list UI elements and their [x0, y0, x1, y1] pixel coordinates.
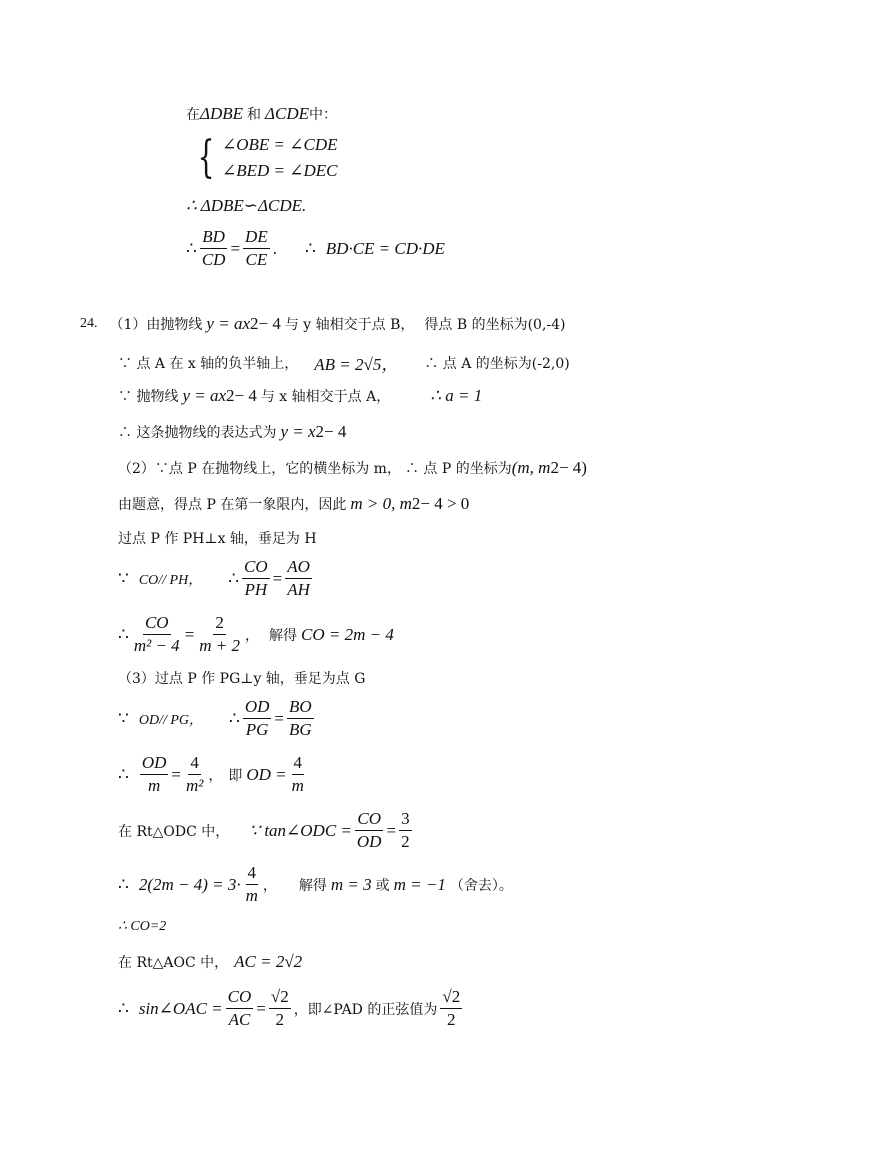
math: − 4 [234, 386, 257, 405]
period: . [272, 238, 277, 258]
denominator: AC [228, 1010, 251, 1029]
numerator: 4 [246, 862, 259, 885]
fraction [184, 752, 205, 797]
fraction [226, 986, 254, 1031]
numerator: √2 [269, 986, 291, 1009]
text: 过点 P 作 PH⊥x 轴，垂足为 H [118, 531, 317, 547]
quadrant-line [118, 494, 469, 514]
parallel-od-pg-line [118, 696, 317, 741]
fraction [242, 556, 270, 601]
solve-co-line [118, 612, 394, 657]
q24-part3-line [118, 668, 365, 688]
text: 得点 B 的坐标为(0,-4) [424, 317, 566, 333]
math: BD·CE = CD·DE [325, 238, 445, 258]
text: 在 [186, 107, 200, 123]
math: m > 0, m [350, 494, 412, 513]
exponent: 2 [226, 386, 235, 405]
fraction [197, 612, 242, 657]
comma: ， [208, 767, 223, 784]
fraction [399, 808, 412, 853]
text: ∴ 这条抛物线的表达式为 [118, 425, 277, 441]
math: ΔDBE [200, 104, 244, 123]
denominator: m [245, 886, 258, 905]
math: m = 3 [330, 874, 372, 894]
equals: = [272, 568, 283, 588]
text: 与 x 轴相交于点 A， [260, 389, 391, 405]
equals: = [274, 708, 284, 728]
text: 即∠PAD 的正弦值为 [307, 1001, 438, 1018]
equals: = [184, 624, 195, 644]
fraction [132, 612, 182, 657]
math: AC = 2√2 [234, 952, 303, 971]
math: m = −1 [393, 874, 446, 894]
numerator: AO [285, 556, 312, 579]
triangle-intro-line [186, 104, 337, 124]
fraction [243, 696, 272, 741]
therefore: ∴ [186, 238, 197, 258]
math: y = ax [182, 386, 227, 405]
math: − 4 > 0 [420, 494, 470, 513]
math: ∴ ΔDBE∽ΔCDE. [186, 196, 307, 215]
numerator: DE [243, 226, 270, 249]
fraction [287, 696, 314, 741]
math: OD = [246, 764, 287, 784]
equals: = [171, 764, 181, 784]
text: （3）过点 P 作 PG⊥y 轴，垂足为点 G [118, 671, 366, 687]
text: 由题意，得点 P 在第一象限内，因此 [118, 497, 347, 513]
equals: = [386, 820, 397, 840]
text: 或 [375, 877, 390, 894]
math: − 4) [558, 458, 587, 477]
q24-part2-line [118, 458, 587, 478]
ratio-line [186, 226, 445, 271]
numerator: CO [355, 808, 383, 831]
therefore: ∴ [118, 624, 129, 644]
math: y = ax [206, 314, 250, 333]
fraction [440, 986, 462, 1031]
numerator: √2 [440, 986, 462, 1009]
math: ∴ a = 1 [430, 386, 483, 405]
co-result-line [118, 918, 166, 935]
math: y = x [280, 422, 316, 441]
perpendicular-ph-line [118, 528, 317, 548]
numerator: CO [242, 556, 270, 579]
ac-value-line [118, 952, 302, 972]
math: ∵ tan∠ODC = [249, 820, 352, 840]
text: （1）由抛物线 [109, 317, 203, 333]
numerator: CO [143, 612, 171, 635]
exponent: 2 [249, 314, 259, 333]
text: OD// PG， [138, 712, 203, 728]
math: sin∠OAC = [138, 998, 223, 1018]
therefore: ∴ [118, 764, 129, 784]
denominator: OD [356, 832, 382, 851]
therefore: ∴ [304, 238, 316, 258]
therefore: ∴ [229, 708, 240, 728]
denominator: PH [244, 580, 268, 599]
denominator: CD [201, 250, 226, 269]
q24-part1-line [80, 314, 566, 334]
fraction [200, 226, 228, 271]
text: 解得 [269, 627, 298, 644]
exponent: 2 [411, 494, 421, 513]
math: ∠BED = ∠DEC [222, 161, 338, 180]
parabola-expression-line [118, 422, 346, 442]
text: 在 Rt△ODC 中， [118, 823, 230, 840]
denominator: PG [245, 720, 269, 739]
numerator: 4 [188, 752, 201, 775]
numerator: CO [226, 986, 254, 1009]
text: 中： [309, 107, 338, 123]
fraction [269, 986, 291, 1031]
exponent: 2 [315, 422, 325, 441]
denominator: AH [287, 580, 310, 599]
denominator: m² − 4 [133, 636, 180, 655]
math: ∠OBE = ∠CDE [222, 135, 338, 154]
text: ∴ CO=2 [118, 919, 167, 934]
similarity-line [186, 196, 306, 216]
text: 与 y 轴相交于点 B， [284, 317, 415, 333]
numerator: BO [287, 696, 314, 719]
math: 2(2m − 4) = 3· [138, 874, 241, 894]
math: CO = 2m − 4 [301, 624, 394, 644]
equals: = [256, 998, 266, 1018]
fraction [140, 752, 169, 797]
text: 和 [247, 107, 262, 123]
od-value-line [118, 752, 309, 797]
numerator: 4 [292, 752, 305, 775]
because: ∵ [118, 568, 129, 588]
denominator: m [291, 776, 304, 795]
denominator: 2 [447, 1010, 456, 1029]
denominator: m + 2 [199, 636, 241, 655]
numerator: 2 [213, 612, 226, 635]
denominator: CE [245, 250, 268, 269]
comma: ， [245, 627, 260, 644]
numerator: OD [243, 696, 272, 719]
therefore: ∴ [228, 568, 240, 588]
tan-line [118, 808, 415, 853]
equals: = [230, 238, 241, 258]
denominator: m² [185, 776, 204, 795]
parabola-a-line [118, 386, 482, 406]
solve-m-line [118, 862, 513, 907]
therefore: ∴ [118, 998, 129, 1018]
math: AB = 2√5， [314, 355, 399, 374]
text: （2）∵点 P 在抛物线上，它的横坐标为 m， [118, 461, 401, 477]
math: ΔCDE [265, 104, 310, 123]
text: （舍去）。 [449, 877, 513, 894]
exponent: 2 [550, 458, 559, 477]
denominator: BG [288, 720, 312, 739]
text: 解得 [298, 877, 327, 894]
numerator: OD [140, 752, 169, 775]
sine-line [118, 986, 465, 1031]
text: CO// PH， [138, 572, 203, 588]
because: ∵ [118, 708, 129, 728]
parallel-co-ph-line [118, 556, 315, 601]
numerator: 3 [399, 808, 412, 831]
numerator: BD [200, 226, 227, 249]
fraction [244, 862, 260, 907]
angle-equality-system [192, 132, 338, 184]
denominator: 2 [275, 1010, 285, 1029]
text: 即 [228, 767, 243, 784]
comma: ， [293, 1001, 308, 1018]
comma: ， [262, 877, 277, 894]
fraction [243, 226, 270, 271]
text: ∴ 点 P 的坐标为 [404, 461, 512, 477]
point-a-line [118, 350, 570, 375]
denominator: m [147, 776, 161, 795]
fraction [355, 808, 384, 853]
text: ∵ 抛物线 [118, 389, 179, 405]
math: − 4 [258, 314, 281, 333]
fraction [290, 752, 306, 797]
left-brace-icon: { [197, 132, 215, 183]
text: ∴ 点 A 的坐标为(-2,0) [424, 355, 570, 372]
denominator: 2 [401, 832, 410, 851]
text: ∵ 点 A 在 x 轴的负半轴上， [118, 355, 299, 372]
math: (m, m [511, 458, 551, 477]
question-number: 24. [80, 316, 98, 331]
therefore: ∴ [118, 874, 129, 894]
math: − 4 [324, 422, 347, 441]
fraction [285, 556, 312, 601]
text: 在 Rt△AOC 中， [118, 955, 229, 971]
